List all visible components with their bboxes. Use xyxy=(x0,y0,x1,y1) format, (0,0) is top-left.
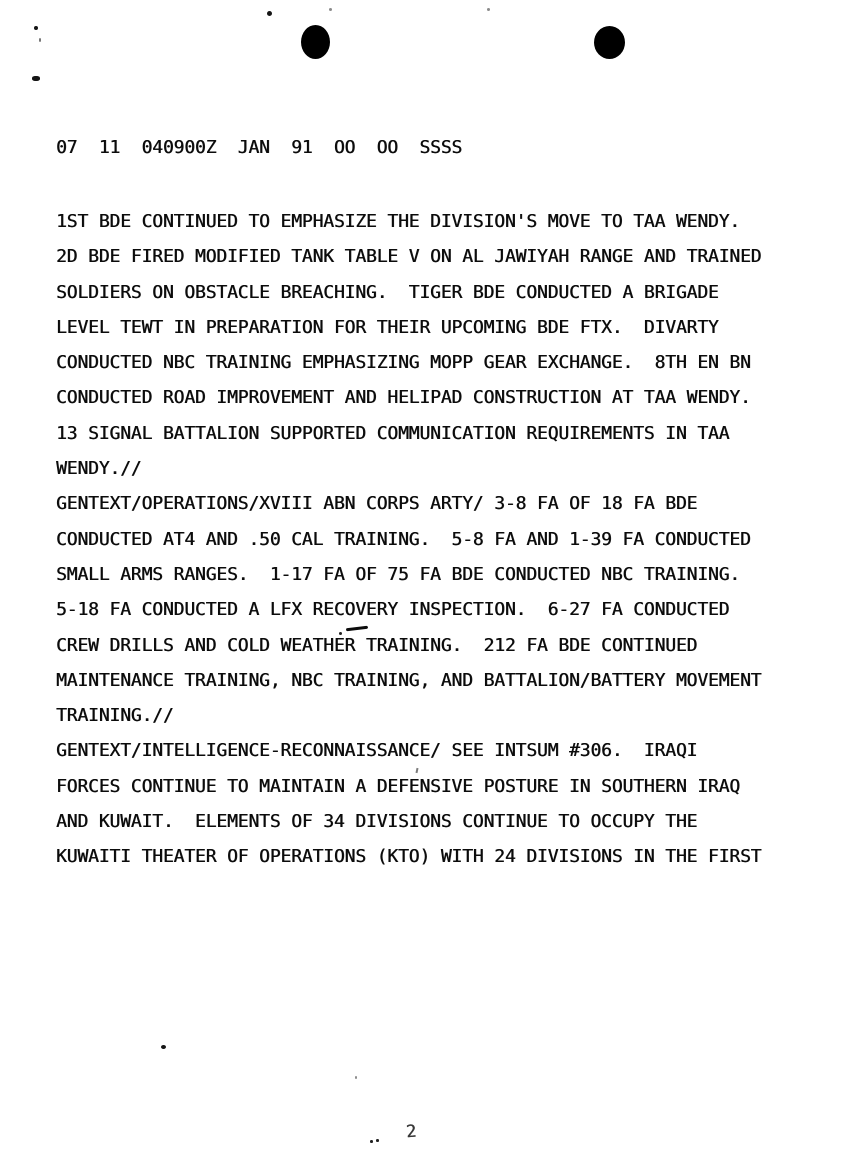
scan-speck xyxy=(370,1140,373,1143)
scan-speck-pair xyxy=(370,1139,380,1143)
hole-punch-mark-left xyxy=(301,25,330,59)
text-line: 13 SIGNAL BATTALION SUPPORTED COMMUNICATION REQUIREMENTS IN TAA xyxy=(56,422,730,444)
text-line: TRAINING.// xyxy=(56,705,174,727)
scan-speck xyxy=(34,26,38,30)
scan-speck xyxy=(376,1139,379,1142)
text-line: CONDUCTED AT4 AND .50 CAL TRAINING. 5-8 FA AND 1-39 FA CONDUCTED xyxy=(56,528,751,550)
message-body xyxy=(56,204,761,875)
text-line: GENTEXT/INTELLIGENCE-RECONNAISSANCE/ SEE INTSUM #306. IRAQI xyxy=(56,740,698,762)
page-number: 2 xyxy=(405,1121,418,1143)
text-line: GENTEXT/OPERATIONS/XVIII ABN CORPS ARTY/ 3-8 FA OF 18 FA BDE xyxy=(56,493,698,515)
text-line: CONDUCTED ROAD IMPROVEMENT AND HELIPAD CONSTRUCTION AT TAA WENDY. xyxy=(56,387,751,409)
scan-speck xyxy=(161,1045,166,1049)
scan-speck xyxy=(39,38,41,42)
scan-speck xyxy=(267,11,272,16)
text-line: CONDUCTED NBC TRAINING EMPHASIZING MOPP GEAR EXCHANGE. 8TH EN BN xyxy=(56,352,751,374)
text-line: 2D BDE FIRED MODIFIED TANK TABLE V ON AL JAWIYAH RANGE AND TRAINED xyxy=(56,246,762,268)
hole-punch-mark-right xyxy=(594,26,625,59)
text-line: 5-18 FA CONDUCTED A LFX RECOVERY INSPECTION. 6-27 FA CONDUCTED xyxy=(56,599,730,621)
text-line: CREW DRILLS AND COLD WEATHER TRAINING. 212 FA BDE CONTINUED xyxy=(56,634,698,656)
text-line: FORCES CONTINUE TO MAINTAIN A DEFENSIVE POSTURE IN SOUTHERN IRAQ xyxy=(56,775,740,797)
scan-speck xyxy=(32,76,40,81)
text-line: MAINTENANCE TRAINING, NBC TRAINING, AND BATTALION/BATTERY MOVEMENT xyxy=(56,669,762,691)
text-line: AND KUWAIT. ELEMENTS OF 34 DIVISIONS CONTINUE TO OCCUPY THE xyxy=(56,811,698,833)
text-line: KUWAITI THEATER OF OPERATIONS (KTO) WITH 24 DIVISIONS IN THE FIRST xyxy=(56,846,762,868)
pen-mark-dot xyxy=(339,632,342,635)
text-line: 1ST BDE CONTINUED TO EMPHASIZE THE DIVISION'S MOVE TO TAA WENDY. xyxy=(56,211,740,232)
text-line: WENDY.// xyxy=(56,458,142,480)
scan-speck xyxy=(487,8,490,11)
scan-speck xyxy=(329,8,332,11)
message-header-line: 07 11 040900Z JAN 91 OO OO SSSS xyxy=(56,137,463,158)
text-line: SOLDIERS ON OBSTACLE BREACHING. TIGER BDE CONDUCTED A BRIGADE xyxy=(56,281,719,303)
scan-speck xyxy=(355,1076,357,1079)
text-line: LEVEL TEWT IN PREPARATION FOR THEIR UPCOMING BDE FTX. DIVARTY xyxy=(56,316,719,338)
text-line: SMALL ARMS RANGES. 1-17 FA OF 75 FA BDE CONDUCTED NBC TRAINING. xyxy=(56,563,740,585)
